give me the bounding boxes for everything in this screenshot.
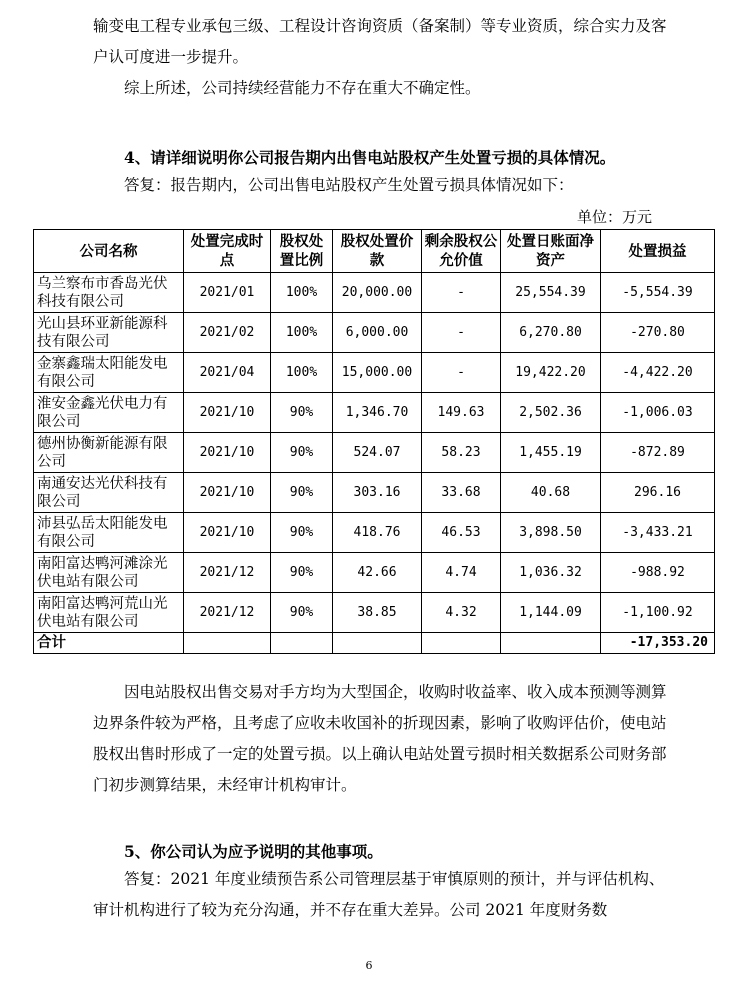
cell-total-value: -17,353.20 (601, 633, 715, 654)
cell-disposal-ratio: 90% (271, 553, 333, 593)
header-completion-date: 处置完成时点 (184, 230, 271, 273)
cell-disposal-gain-loss: 296.16 (601, 473, 715, 513)
cell-disposal-gain-loss: -5,554.39 (601, 273, 715, 313)
paragraph-qualifications: 输变电工程专业承包三级、工程设计咨询资质（备案制）等专业资质，综合实力及客户认可度进一步提升。 (93, 17, 667, 66)
table-row (34, 473, 715, 513)
header-net-assets: 处置日账面净资产 (501, 230, 601, 273)
cell-net-assets: 40.68 (501, 473, 601, 513)
header-disposal-gain-loss: 处置损益 (601, 230, 715, 273)
cell-completion-date: 2021/12 (184, 553, 271, 593)
cell-company-name: 金寨鑫瑞太阳能发电有限公司 (34, 353, 184, 393)
cell-company-name: 南通安达光伏科技有限公司 (34, 473, 184, 513)
cell-disposal-ratio: 90% (271, 593, 333, 633)
cell-company-name: 沛县弘岳太阳能发电有限公司 (34, 513, 184, 553)
table-row (34, 593, 715, 633)
cell-disposal-gain-loss: -1,006.03 (601, 393, 715, 433)
cell-completion-date: 2021/12 (184, 593, 271, 633)
cell-completion-date: 2021/10 (184, 473, 271, 513)
cell-disposal-gain-loss: -4,422.20 (601, 353, 715, 393)
cell-net-assets: 1,144.09 (501, 593, 601, 633)
table-header-row (34, 230, 715, 273)
cell-disposal-price: 15,000.00 (333, 353, 422, 393)
disposal-loss-table (33, 229, 715, 654)
cell-net-assets: 6,270.80 (501, 313, 601, 353)
header-company-name: 公司名称 (34, 230, 184, 273)
cell-remaining-fair-value: 4.32 (422, 593, 501, 633)
cell-empty (501, 633, 601, 654)
cell-empty (271, 633, 333, 654)
cell-net-assets: 3,898.50 (501, 513, 601, 553)
cell-company-name: 南阳富达鸭河荒山光伏电站有限公司 (34, 593, 184, 633)
cell-disposal-price: 303.16 (333, 473, 422, 513)
question-5-heading: 5、你公司认为应予说明的其他事项。 (124, 842, 383, 861)
answer-5-text: 答复：2021 年度业绩预告系公司管理层基于审慎原则的预计，并与评估机构、审计机构进行了较为充分沟通，并不存在重大差异。公司 2021 年度财务数 (93, 870, 665, 919)
cell-completion-date: 2021/10 (184, 393, 271, 433)
cell-disposal-gain-loss: -872.89 (601, 433, 715, 473)
cell-company-name: 光山县环亚新能源科技有限公司 (34, 313, 184, 353)
cell-remaining-fair-value: 149.63 (422, 393, 501, 433)
cell-remaining-fair-value: 58.23 (422, 433, 501, 473)
cell-company-name: 南阳富达鸭河滩涂光伏电站有限公司 (34, 553, 184, 593)
cell-remaining-fair-value: 33.68 (422, 473, 501, 513)
cell-disposal-price: 524.07 (333, 433, 422, 473)
cell-disposal-ratio: 90% (271, 513, 333, 553)
cell-completion-date: 2021/02 (184, 313, 271, 353)
cell-disposal-gain-loss: -3,433.21 (601, 513, 715, 553)
answer-4-intro: 答复：报告期内，公司出售电站股权产生处置亏损具体情况如下： (124, 176, 574, 194)
question-4-heading: 4、请详细说明你公司报告期内出售电站股权产生处置亏损的具体情况。 (124, 148, 616, 167)
cell-disposal-gain-loss: -1,100.92 (601, 593, 715, 633)
cell-net-assets: 1,036.32 (501, 553, 601, 593)
header-remaining-fair-value: 剩余股权公允价值 (422, 230, 501, 273)
paragraph-loss-explanation: 因电站股权出售交易对手方均为大型国企，收购时收益率、收入成本预测等测算边界条件较为严格，且考虑了应收未收国补的折现因素，影响了收购评估价，使电站股权出售时形成了一定的处置亏损。以上确认电站处置亏损时相关数据系公司财务部门初步测算结果，未经审计机构审计。 (93, 683, 667, 794)
cell-remaining-fair-value: 4.74 (422, 553, 501, 593)
cell-completion-date: 2021/10 (184, 513, 271, 553)
cell-disposal-price: 6,000.00 (333, 313, 422, 353)
cell-empty (184, 633, 271, 654)
cell-disposal-ratio: 100% (271, 273, 333, 313)
cell-empty (333, 633, 422, 654)
cell-remaining-fair-value: - (422, 313, 501, 353)
cell-disposal-ratio: 90% (271, 433, 333, 473)
cell-company-name: 乌兰察布市香岛光伏科技有限公司 (34, 273, 184, 313)
cell-disposal-ratio: 90% (271, 393, 333, 433)
table-total-row (34, 633, 715, 654)
cell-remaining-fair-value: - (422, 353, 501, 393)
cell-net-assets: 25,554.39 (501, 273, 601, 313)
cell-company-name: 淮安金鑫光伏电力有限公司 (34, 393, 184, 433)
table-row (34, 393, 715, 433)
page-number: 6 (365, 959, 373, 972)
cell-net-assets: 1,455.19 (501, 433, 601, 473)
cell-net-assets: 2,502.36 (501, 393, 601, 433)
cell-completion-date: 2021/10 (184, 433, 271, 473)
header-disposal-price: 股权处置价款 (333, 230, 422, 273)
table-row (34, 513, 715, 553)
cell-disposal-price: 20,000.00 (333, 273, 422, 313)
cell-disposal-gain-loss: -270.80 (601, 313, 715, 353)
cell-company-name: 德州协衡新能源有限公司 (34, 433, 184, 473)
header-disposal-ratio: 股权处置比例 (271, 230, 333, 273)
paragraph-conclusion: 综上所述，公司持续经营能力不存在重大不确定性。 (124, 79, 481, 97)
cell-remaining-fair-value: - (422, 273, 501, 313)
cell-completion-date: 2021/04 (184, 353, 271, 393)
cell-disposal-price: 42.66 (333, 553, 422, 593)
cell-disposal-gain-loss: -988.92 (601, 553, 715, 593)
cell-empty (422, 633, 501, 654)
table-row (34, 313, 715, 353)
table-row (34, 273, 715, 313)
cell-disposal-price: 1,346.70 (333, 393, 422, 433)
table-unit-label: 单位：万元 (576, 208, 652, 226)
cell-remaining-fair-value: 46.53 (422, 513, 501, 553)
cell-disposal-ratio: 100% (271, 313, 333, 353)
table-row (34, 433, 715, 473)
cell-disposal-ratio: 90% (271, 473, 333, 513)
table-row (34, 353, 715, 393)
cell-disposal-price: 38.85 (333, 593, 422, 633)
cell-completion-date: 2021/01 (184, 273, 271, 313)
table-row (34, 553, 715, 593)
cell-net-assets: 19,422.20 (501, 353, 601, 393)
cell-disposal-price: 418.76 (333, 513, 422, 553)
cell-disposal-ratio: 100% (271, 353, 333, 393)
cell-total-label: 合计 (34, 633, 184, 654)
